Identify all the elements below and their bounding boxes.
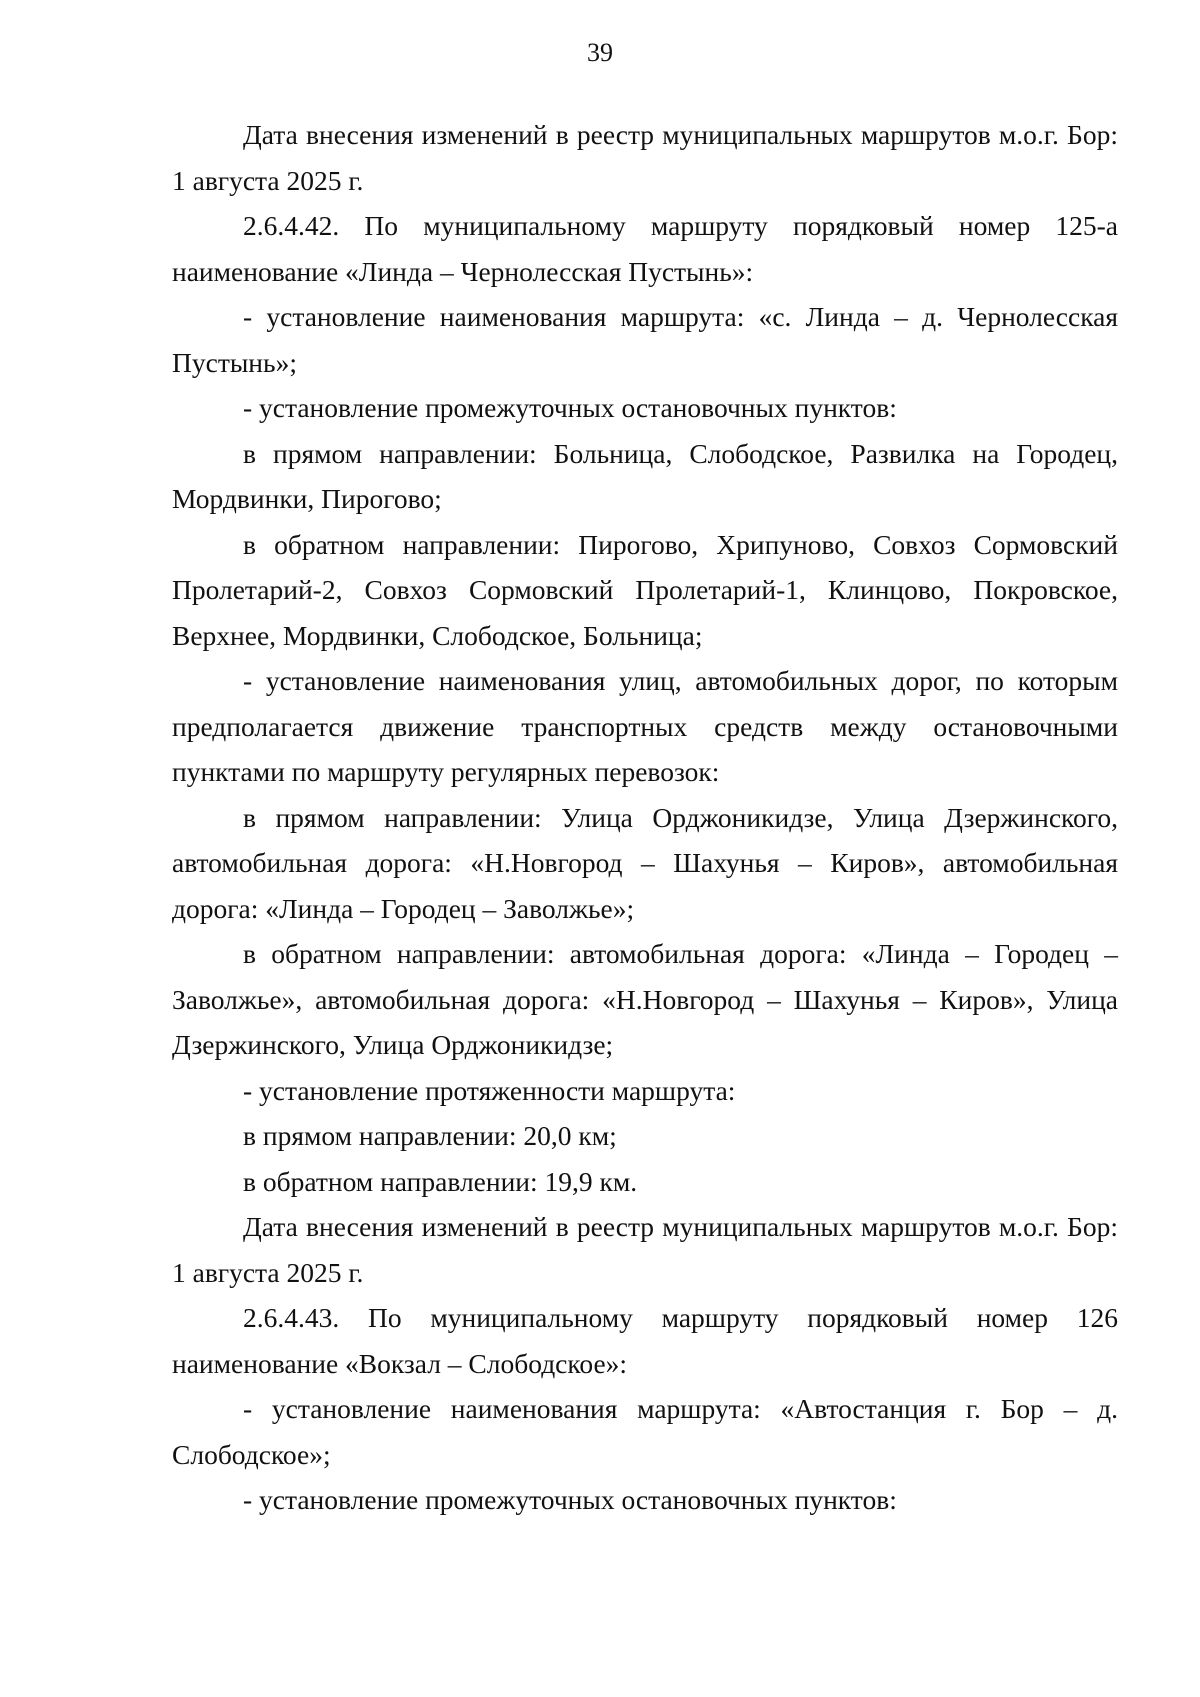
document-body [172,112,1118,1523]
paragraph-streets-roads: - установление наименования улиц, автомобильных дорог, по которым предполагается движение транспортных средств между остановочными пунктами по маршруту регулярных перевозок: [172,665,1118,787]
paragraph-reverse-roads: в обратном направлении: автомобильная дорога: «Линда – Городец – Заволжье», автомобильная дорога: «Н.Новгород – Шахунья – Киров», Улица Дзержинского, Улица Орджоникидзе; [172,938,1118,1060]
paragraph-registry-date-2: Дата внесения изменений в реестр муниципальных маршрутов м.о.г. Бор: 1 августа 2025 г. [172,1211,1118,1288]
paragraph-route-126-heading: 2.6.4.43. По муниципальному маршруту порядковый номер 126 наименование «Вокзал – Слободское»: [172,1302,1118,1379]
paragraph-registry-date: Дата внесения изменений в реестр муниципальных маршрутов м.о.г. Бор: 1 августа 2025 г. [172,119,1118,196]
paragraph-reverse-length: в обратном направлении: 19,9 км. [243,1165,638,1197]
page-number: 39 [587,38,613,67]
paragraph-route-126-stops: - установление промежуточных остановочных пунктов: [243,1484,897,1515]
paragraph-route-name: - установление наименования маршрута: «с. Линда – д. Чернолесская Пустынь»; [172,301,1118,378]
paragraph-intermediate-stops: - установление промежуточных остановочных пунктов: [243,392,897,423]
paragraph-route-125a-heading: 2.6.4.42. По муниципальному маршруту порядковый номер 125-а наименование «Линда – Чернолесская Пустынь»: [172,210,1118,287]
paragraph-forward-stops: в прямом направлении: Больница, Слободское, Развилка на Городец, Мордвинки, Пирогово; [172,437,1118,514]
paragraph-reverse-stops: в обратном направлении: Пирогово, Хрипуново, Совхоз Сормовский Пролетарий-2, Совхоз Сормовский Пролетарий-1, Клинцово, Покровское, Верхнее, Мордвинки, Слободское, Больница; [172,528,1118,651]
paragraph-route-length: - установление протяженности маршрута: [243,1074,736,1106]
paragraph-forward-length: в прямом направлении: 20,0 км; [243,1120,617,1151]
paragraph-route-126-name: - установление наименования маршрута: «Автостанция г. Бор – д. Слободское»; [172,1393,1118,1470]
paragraph-forward-roads: в прямом направлении: Улица Орджоникидзе, Улица Дзержинского, автомобильная дорога: «Н.Новгород – Шахунья – Киров», автомобильная дорога: «Линда – Городец – Заволжье»; [172,801,1118,924]
